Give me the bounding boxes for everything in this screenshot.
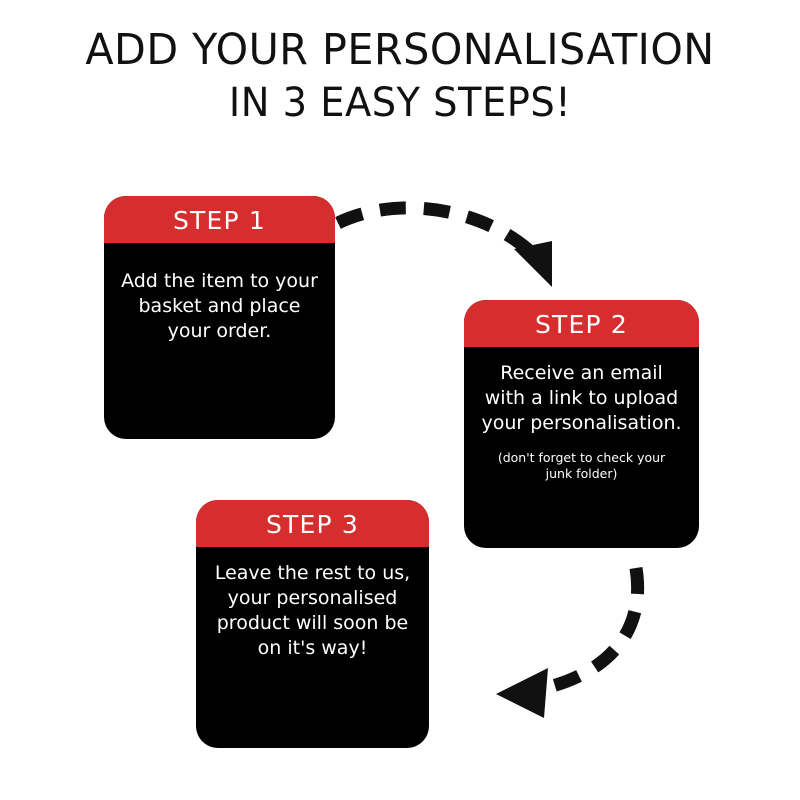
arrow-step1-to-step2-icon — [330, 185, 590, 305]
step-2-note: (don't forget to check your junk folder) — [497, 450, 666, 482]
page-title-line-1: ADD YOUR PERSONALISATION — [85, 25, 715, 75]
step-2-title: STEP 2 — [464, 300, 699, 347]
step-1-title: STEP 1 — [104, 196, 335, 243]
step-3-body: Leave the rest to us, your personalised product will soon be on it's way! — [214, 562, 411, 660]
page-title — [0, 24, 800, 128]
page-title-line-2: IN 3 EASY STEPS! — [228, 79, 572, 126]
step-card-3 — [196, 500, 429, 748]
arrow-step2-to-step3-icon — [440, 560, 680, 740]
step-3-title: STEP 3 — [196, 500, 429, 547]
step-1-body: Add the item to your basket and place your order. — [121, 270, 318, 343]
step-card-1 — [104, 196, 335, 439]
step-2-body-text: Receive an email with a link to upload your personalisation. — [481, 362, 682, 435]
step-card-2 — [464, 300, 699, 548]
step-2-body — [464, 347, 699, 548]
